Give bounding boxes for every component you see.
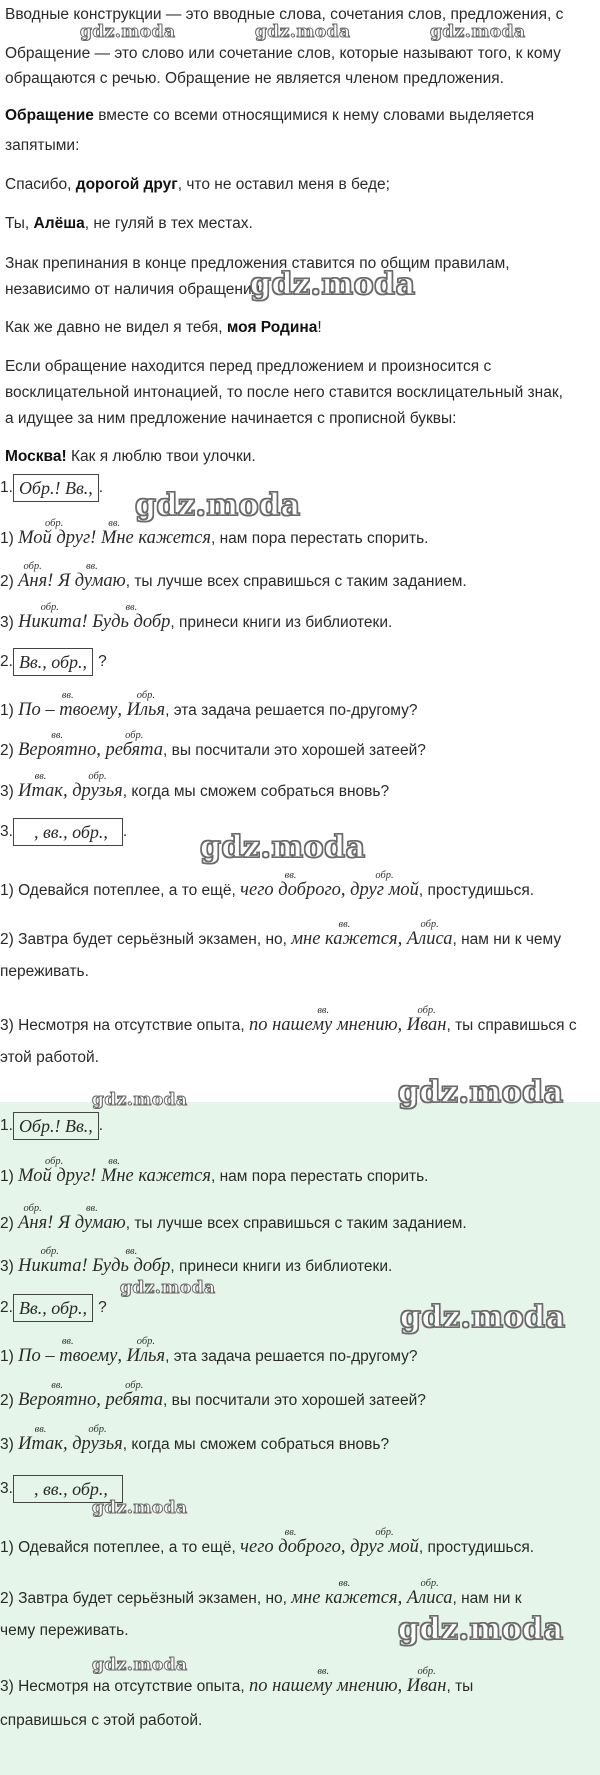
sentence-rest: , нам пора перестать спорить. xyxy=(210,530,429,547)
intro-phrase xyxy=(248,1666,398,1696)
punct: , xyxy=(340,1537,351,1557)
obr-label: обр. xyxy=(420,1578,439,1589)
address-phrase xyxy=(72,771,123,801)
punct: , xyxy=(397,929,407,949)
scheme-number: 3. xyxy=(0,823,13,841)
sentence-start: 1) Одевайся потеплее, а то ещё, xyxy=(0,1539,241,1556)
phrase-text: Будь добр xyxy=(92,1256,171,1276)
address-phrase xyxy=(18,1156,91,1186)
scheme-end: . xyxy=(122,823,128,841)
watermark: gdz.moda xyxy=(398,1612,564,1647)
watermark: gdz.moda xyxy=(80,22,176,42)
watermark: gdz.moda xyxy=(92,1655,188,1675)
watermark: gdz.moda xyxy=(400,1300,566,1335)
scheme-number: 1. xyxy=(0,1117,13,1135)
obr-label: обр. xyxy=(417,1005,436,1016)
sentence-rest: , вы посчитали это хорошей затеей? xyxy=(163,1392,426,1409)
intro-phrase xyxy=(291,1578,398,1608)
example-text: Как же давно не видел я тебя, xyxy=(5,319,227,336)
example-text: , не гуляй в тех местах. xyxy=(84,215,253,232)
obr-label: обр. xyxy=(23,561,42,572)
sentence-rest: , когда мы сможем собраться вновь? xyxy=(122,783,390,800)
sentence-start: 1) Одевайся потеплее, а то ещё, xyxy=(0,882,241,899)
punct: , xyxy=(117,700,127,720)
sentence-rest: , ты лучше всех справишься с таким заданием. xyxy=(125,1215,467,1232)
phrase-text: Мой друг xyxy=(18,1166,91,1186)
sentence-number: 3) xyxy=(0,1436,19,1453)
example-line xyxy=(5,318,322,338)
punct: , xyxy=(397,1588,407,1608)
watermark: gdz.moda xyxy=(200,830,366,865)
phrase-text: чего доброго xyxy=(240,1537,341,1557)
sentence-line xyxy=(0,1424,390,1455)
sentence-line xyxy=(0,1156,429,1187)
address-phrase xyxy=(18,1246,82,1276)
phrase-text: чего доброго xyxy=(240,880,341,900)
sentence-number: 2) xyxy=(0,1215,19,1232)
punct: ! xyxy=(81,1256,93,1276)
intro-line: независимо от наличия обращения: xyxy=(5,281,265,298)
intro-phrase xyxy=(18,1380,97,1410)
phrase-text: Алиса xyxy=(406,929,453,949)
vv-label: вв. xyxy=(34,771,47,782)
obr-label: обр. xyxy=(40,1246,59,1257)
watermark: gdz.moda xyxy=(92,1090,188,1110)
example-text: Как я люблю твои улочки. xyxy=(66,448,256,465)
punct: , xyxy=(62,1434,73,1454)
sentence-line: чему переживать. xyxy=(0,1622,129,1639)
vv-label: вв. xyxy=(61,1336,74,1347)
scheme-box: Вв., обр., xyxy=(13,1294,93,1322)
sentence-start: 3) Несмотря на отсутствие опыта, xyxy=(0,1678,249,1695)
phrase-text: Иван xyxy=(406,1676,447,1696)
sentence-line xyxy=(0,1203,467,1234)
sentence-number: 3) xyxy=(0,783,19,800)
sentence-line xyxy=(0,919,562,950)
sentence-start: 2) Завтра будет серьёзный экзамен, но, xyxy=(0,931,292,948)
scheme-line xyxy=(0,474,103,502)
example-bold: Алёша xyxy=(33,215,85,232)
phrase-text: мне кажется xyxy=(291,1588,398,1608)
punct: ! xyxy=(47,571,58,591)
vv-label: вв. xyxy=(85,1203,98,1214)
example-text: Спасибо, xyxy=(5,176,76,193)
sentence-line: этой работой. xyxy=(0,1049,99,1066)
scheme-box: , вв., обр., xyxy=(13,818,123,846)
sentence-line xyxy=(0,1578,522,1609)
intro-text: вместе со всеми относящимися к нему словами выделяется xyxy=(93,107,535,124)
scheme-end: ? xyxy=(98,653,107,671)
punct: , xyxy=(397,1015,407,1035)
example-bold: моя Родина xyxy=(226,319,318,336)
obr-label: обр. xyxy=(125,1380,144,1391)
address-phrase xyxy=(350,1527,419,1557)
vv-label: вв. xyxy=(34,1424,47,1435)
scheme-line xyxy=(0,1294,107,1322)
obr-label: обр. xyxy=(44,518,64,529)
phrase-text: Мне кажется xyxy=(100,528,211,548)
sentence-rest: , когда мы сможем собраться вновь? xyxy=(122,1436,390,1453)
intro-phrase xyxy=(18,1424,63,1454)
watermark: gdz.moda xyxy=(250,267,416,302)
sentence-line xyxy=(0,1527,535,1558)
intro-phrase xyxy=(92,1246,171,1276)
vv-label: вв. xyxy=(51,1380,64,1391)
intro-line xyxy=(5,106,534,126)
punct: , xyxy=(62,781,73,801)
punct: ! xyxy=(90,528,101,548)
phrase-text: Я думаю xyxy=(57,571,126,591)
phrase-text: Будь добр xyxy=(92,612,171,632)
intro-phrase xyxy=(100,518,211,548)
intro-phrase xyxy=(57,1203,126,1233)
sentence-number: 3) xyxy=(0,614,19,631)
phrase-text: Аня xyxy=(18,1213,48,1233)
watermark: gdz.moda xyxy=(135,488,301,523)
phrase-text: по нашему мнению xyxy=(248,1015,398,1035)
example-bold: дорогой друг xyxy=(75,176,178,193)
phrase-text: Илья xyxy=(126,700,166,720)
obr-label: обр. xyxy=(44,1156,64,1167)
address-phrase xyxy=(18,518,91,548)
phrase-text: Никита xyxy=(18,1256,82,1276)
example-text: ! xyxy=(317,319,322,336)
address-phrase xyxy=(105,730,164,760)
vv-label: вв. xyxy=(125,1246,138,1257)
intro-phrase xyxy=(57,561,126,591)
example-text: Ты, xyxy=(5,215,34,232)
intro-phrase xyxy=(18,690,118,720)
phrase-text: ребята xyxy=(105,740,163,760)
scheme-end: . xyxy=(98,1117,104,1135)
punct: , xyxy=(397,1676,407,1696)
sentence-rest: , вы посчитали это хорошей затеей? xyxy=(163,742,426,759)
sentence-number: 2) xyxy=(0,573,19,590)
phrase-text: Вероятно xyxy=(18,740,97,760)
sentence-rest: , нам ни к xyxy=(452,1590,522,1607)
intro-phrase xyxy=(248,1005,398,1035)
intro-phrase xyxy=(18,771,63,801)
sentence-line: переживать. xyxy=(0,963,89,980)
watermark: gdz.moda xyxy=(92,1498,188,1518)
example-line xyxy=(5,175,390,195)
sentence-line xyxy=(0,730,426,761)
example-bold: Москва! xyxy=(5,448,67,465)
term-bold: Обращение xyxy=(5,107,94,124)
sentence-number: 1) xyxy=(0,1348,19,1365)
intro-line: обращаются с речью. Обращение не является членом предложения. xyxy=(5,70,504,87)
phrase-text: Алиса xyxy=(406,1588,453,1608)
sentence-line xyxy=(0,690,418,721)
intro-line: Обращение — это слово или сочетание слов, которые называют того, к кому xyxy=(5,45,561,62)
scheme-line xyxy=(0,818,127,846)
phrase-text: друзья xyxy=(72,781,123,801)
vv-label: вв. xyxy=(85,561,98,572)
sentence-line xyxy=(0,1666,474,1697)
phrase-text: Аня xyxy=(18,571,48,591)
address-phrase xyxy=(105,1380,164,1410)
punct: , xyxy=(96,740,106,760)
address-phrase xyxy=(406,1666,447,1696)
vv-label: вв. xyxy=(108,1156,121,1167)
sentence-line xyxy=(0,518,429,549)
sentence-line xyxy=(0,602,393,633)
obr-label: обр. xyxy=(375,1527,394,1538)
watermark: gdz.moda xyxy=(255,22,351,42)
obr-label: обр. xyxy=(125,730,144,741)
phrase-text: По – твоему xyxy=(18,700,118,720)
sentence-rest: , эта задача решается по-другому? xyxy=(165,702,418,719)
scheme-number: 1. xyxy=(0,479,13,497)
intro-phrase xyxy=(291,919,398,949)
address-phrase xyxy=(18,561,48,591)
obr-label: обр. xyxy=(375,870,394,881)
sentence-line xyxy=(0,1380,426,1411)
punct: ! xyxy=(47,1213,58,1233)
sentence-line: справишься с этой работой. xyxy=(0,1712,203,1729)
punct: ! xyxy=(81,612,93,632)
scheme-end: . xyxy=(98,479,104,497)
obr-label: обр. xyxy=(23,1203,42,1214)
scheme-number: 2. xyxy=(0,653,13,671)
punct: ! xyxy=(90,1166,101,1186)
sentence-rest: , нам пора перестать спорить. xyxy=(210,1168,429,1185)
sentence-start: 2) Завтра будет серьёзный экзамен, но, xyxy=(0,1590,292,1607)
phrase-text: Иван xyxy=(406,1015,447,1035)
phrase-text: мне кажется xyxy=(291,929,398,949)
sentence-line xyxy=(0,771,390,802)
scheme-end: ? xyxy=(98,1299,107,1317)
vv-label: вв. xyxy=(284,870,297,881)
obr-label: обр. xyxy=(417,1666,436,1677)
scheme-number: 3. xyxy=(0,1480,13,1498)
vv-label: вв. xyxy=(338,1578,351,1589)
obr-label: обр. xyxy=(136,690,155,701)
intro-line: Если обращение находится перед предложением и произносится с xyxy=(5,358,492,375)
sentence-line xyxy=(0,1246,393,1277)
address-phrase xyxy=(406,919,453,949)
sentence-rest: , ты справишься с xyxy=(446,1017,577,1034)
intro-phrase xyxy=(92,602,171,632)
scheme-number: 2. xyxy=(0,1299,13,1317)
sentence-rest: , простудишься. xyxy=(418,882,535,899)
scheme-box: Обр.! Вв., xyxy=(13,474,99,502)
intro-line: Знак препинания в конце предложения ставится по общим правилам, xyxy=(5,255,510,272)
address-phrase xyxy=(350,870,419,900)
scheme-line xyxy=(0,648,107,676)
intro-line: Вводные конструкции — это вводные слова, сочетания слов, предложения, с xyxy=(5,6,564,23)
address-phrase xyxy=(406,1578,453,1608)
sentence-start: 3) Несмотря на отсутствие опыта, xyxy=(0,1017,249,1034)
intro-line: запятыми: xyxy=(5,137,80,154)
example-line xyxy=(5,447,256,467)
phrase-text: друзья xyxy=(72,1434,123,1454)
intro-phrase xyxy=(240,1527,341,1557)
intro-phrase xyxy=(100,1156,211,1186)
phrase-text: Итак xyxy=(18,1434,63,1454)
punct: , xyxy=(340,880,351,900)
scheme-box: Вв., обр., xyxy=(13,648,93,676)
address-phrase xyxy=(406,1005,447,1035)
sentence-number: 3) xyxy=(0,1258,19,1275)
sentence-number: 1) xyxy=(0,530,19,547)
phrase-text: По – твоему xyxy=(18,1346,118,1366)
obr-label: обр. xyxy=(88,1424,107,1435)
sentence-rest: , нам ни к чему xyxy=(452,931,562,948)
example-text: , что не оставил меня в беде; xyxy=(177,176,390,193)
sentence-line xyxy=(0,870,535,901)
obr-label: обр. xyxy=(420,919,439,930)
sentence-line xyxy=(0,561,467,592)
obr-label: обр. xyxy=(88,771,107,782)
watermark: gdz.moda xyxy=(120,1278,216,1298)
punct: , xyxy=(117,1346,127,1366)
sentence-rest: , ты лучше всех справишься с таким заданием. xyxy=(125,573,467,590)
sentence-number: 1) xyxy=(0,702,19,719)
scheme-box: , вв., обр., xyxy=(13,1475,123,1503)
intro-phrase xyxy=(18,730,97,760)
sentence-number: 1) xyxy=(0,1168,19,1185)
vv-label: вв. xyxy=(108,518,121,529)
phrase-text: Мой друг xyxy=(18,528,91,548)
obr-label: обр. xyxy=(40,602,59,613)
phrase-text: Вероятно xyxy=(18,1390,97,1410)
watermark: gdz.moda xyxy=(430,22,526,42)
address-phrase xyxy=(18,1203,48,1233)
intro-line: а идущее за ним предложение начинается с прописной буквы: xyxy=(5,410,457,427)
sentence-rest: , принеси книги из библиотеки. xyxy=(170,614,393,631)
phrase-text: Я думаю xyxy=(57,1213,126,1233)
address-phrase xyxy=(72,1424,123,1454)
vv-label: вв. xyxy=(317,1666,330,1677)
sentence-line xyxy=(0,1336,418,1367)
intro-phrase xyxy=(240,870,341,900)
intro-line: восклицательной интонацией, то после него ставится восклицательный знак, xyxy=(5,384,563,401)
phrase-text: Мне кажется xyxy=(100,1166,211,1186)
sentence-rest: , принеси книги из библиотеки. xyxy=(170,1258,393,1275)
vv-label: вв. xyxy=(51,730,64,741)
scheme-line xyxy=(0,1112,103,1140)
address-phrase xyxy=(18,602,82,632)
vv-label: вв. xyxy=(125,602,138,613)
vv-label: вв. xyxy=(61,690,74,701)
vv-label: вв. xyxy=(284,1527,297,1538)
phrase-text: друг мой xyxy=(350,880,419,900)
phrase-text: Никита xyxy=(18,612,82,632)
phrase-text: по нашему мнению xyxy=(248,1676,398,1696)
phrase-text: друг мой xyxy=(350,1537,419,1557)
vv-label: вв. xyxy=(317,1005,330,1016)
punct: , xyxy=(96,1390,106,1410)
sentence-rest: , эта задача решается по-другому? xyxy=(165,1348,418,1365)
address-phrase xyxy=(126,1336,166,1366)
scheme-box: Обр.! Вв., xyxy=(13,1112,99,1140)
sentence-number: 2) xyxy=(0,1392,19,1409)
obr-label: обр. xyxy=(136,1336,155,1347)
watermark: gdz.moda xyxy=(398,1075,564,1110)
sentence-rest: , ты xyxy=(446,1678,474,1695)
sentence-number: 2) xyxy=(0,742,19,759)
sentence-rest: , простудишься. xyxy=(418,1539,535,1556)
example-line xyxy=(5,214,253,234)
address-phrase xyxy=(126,690,166,720)
phrase-text: Итак xyxy=(18,781,63,801)
phrase-text: ребята xyxy=(105,1390,163,1410)
vv-label: вв. xyxy=(338,919,351,930)
intro-phrase xyxy=(18,1336,118,1366)
phrase-text: Илья xyxy=(126,1346,166,1366)
sentence-line xyxy=(0,1005,577,1036)
